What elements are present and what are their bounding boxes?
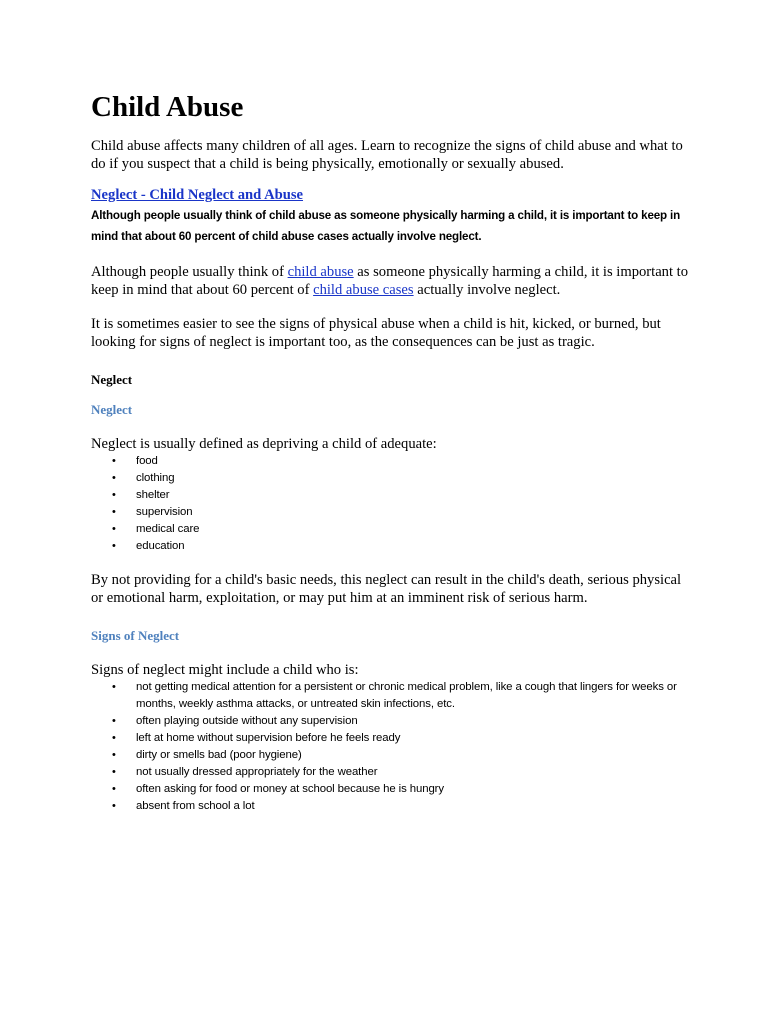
list-item-text: medical care bbox=[136, 523, 200, 535]
bullet-icon: • bbox=[112, 455, 116, 467]
bullet-icon: • bbox=[112, 489, 116, 501]
intro-paragraph: Child abuse affects many children of all ages. Learn to recognize the signs of child abuse and what to do if you suspect that a child is being physically, emotionally or sexually abused. bbox=[91, 138, 683, 172]
list-item-text: supervision bbox=[136, 506, 193, 518]
list-item-text: not usually dressed appropriately for the weather bbox=[136, 766, 378, 778]
document-content bbox=[91, 88, 691, 815]
consequence-paragraph: By not providing for a child's basic needs, this neglect can result in the child's death, serious physical or emotional harm, exploitation, or may put him at an imminent risk of serious harm. bbox=[91, 572, 682, 606]
neglect-heading: Neglect bbox=[91, 402, 133, 417]
list-item-text: food bbox=[136, 455, 158, 467]
physical-abuse-paragraph: It is sometimes easier to see the signs of physical abuse when a child is hit, kicked, or burned, but looking for signs of neglect is important too, as the consequences can be just as tragic. bbox=[91, 316, 661, 350]
list-item bbox=[91, 487, 691, 504]
needs-list bbox=[91, 453, 691, 555]
page-title: Child Abuse bbox=[91, 91, 244, 123]
list-item bbox=[91, 713, 691, 730]
neglect-paragraph bbox=[91, 263, 691, 299]
bullet-icon: • bbox=[112, 800, 116, 812]
list-item bbox=[91, 504, 691, 521]
article-summary: Although people usually think of child abuse as someone physically harming a child, it is important to keep in mind that about 60 percent of child abuse cases actually involve neglect. bbox=[91, 209, 681, 243]
bullet-icon: • bbox=[112, 732, 116, 744]
neglect-paragraph-text-1: Although people usually think of bbox=[91, 264, 288, 280]
list-item bbox=[91, 747, 691, 764]
list-item-text: often asking for food or money at school because he is hungry bbox=[136, 783, 444, 795]
bullet-icon: • bbox=[112, 715, 116, 727]
list-item-text: clothing bbox=[136, 472, 175, 484]
bullet-icon: • bbox=[112, 783, 116, 795]
list-item bbox=[91, 730, 691, 747]
list-item bbox=[91, 781, 691, 798]
list-item bbox=[91, 679, 691, 713]
list-item-text: shelter bbox=[136, 489, 170, 501]
list-item-text: often playing outside without any supervision bbox=[136, 715, 358, 727]
signs-intro: Signs of neglect might include a child who is: bbox=[91, 662, 359, 678]
list-item-text: dirty or smells bad (poor hygiene) bbox=[136, 749, 302, 761]
neglect-paragraph-text-2: as someone physically harming a child, it is important to keep in mind that about 60 percent of bbox=[91, 264, 689, 298]
list-item bbox=[91, 798, 691, 815]
article-link[interactable]: Neglect - Child Neglect and Abuse bbox=[91, 187, 304, 203]
bullet-icon: • bbox=[112, 766, 116, 778]
bullet-icon: • bbox=[112, 540, 116, 552]
list-item bbox=[91, 470, 691, 487]
bullet-icon: • bbox=[112, 472, 116, 484]
child-abuse-cases-link[interactable]: child abuse cases bbox=[313, 282, 414, 298]
list-item bbox=[91, 764, 691, 781]
list-item bbox=[91, 521, 691, 538]
list-item bbox=[91, 538, 691, 555]
list-item-text: not getting medical attention for a persistent or chronic medical problem, like a cough that lingers for weeks or months, weekly asthma attacks, or untreated skin infections, etc. bbox=[136, 681, 677, 710]
bullet-icon: • bbox=[112, 506, 116, 518]
signs-heading: Signs of Neglect bbox=[91, 628, 180, 643]
list-item bbox=[91, 453, 691, 470]
list-item-text: left at home without supervision before he feels ready bbox=[136, 732, 401, 744]
neglect-definition: Neglect is usually defined as depriving a child of adequate: bbox=[91, 436, 437, 452]
bullet-icon: • bbox=[112, 523, 116, 535]
list-item-text: absent from school a lot bbox=[136, 800, 255, 812]
list-item-text: education bbox=[136, 540, 185, 552]
signs-list bbox=[91, 679, 691, 815]
bullet-icon: • bbox=[112, 749, 116, 761]
bullet-icon: • bbox=[112, 681, 116, 693]
child-abuse-link[interactable]: child abuse bbox=[287, 264, 354, 280]
neglect-paragraph-text-3: actually involve neglect. bbox=[413, 282, 561, 298]
neglect-label: Neglect bbox=[91, 372, 133, 387]
